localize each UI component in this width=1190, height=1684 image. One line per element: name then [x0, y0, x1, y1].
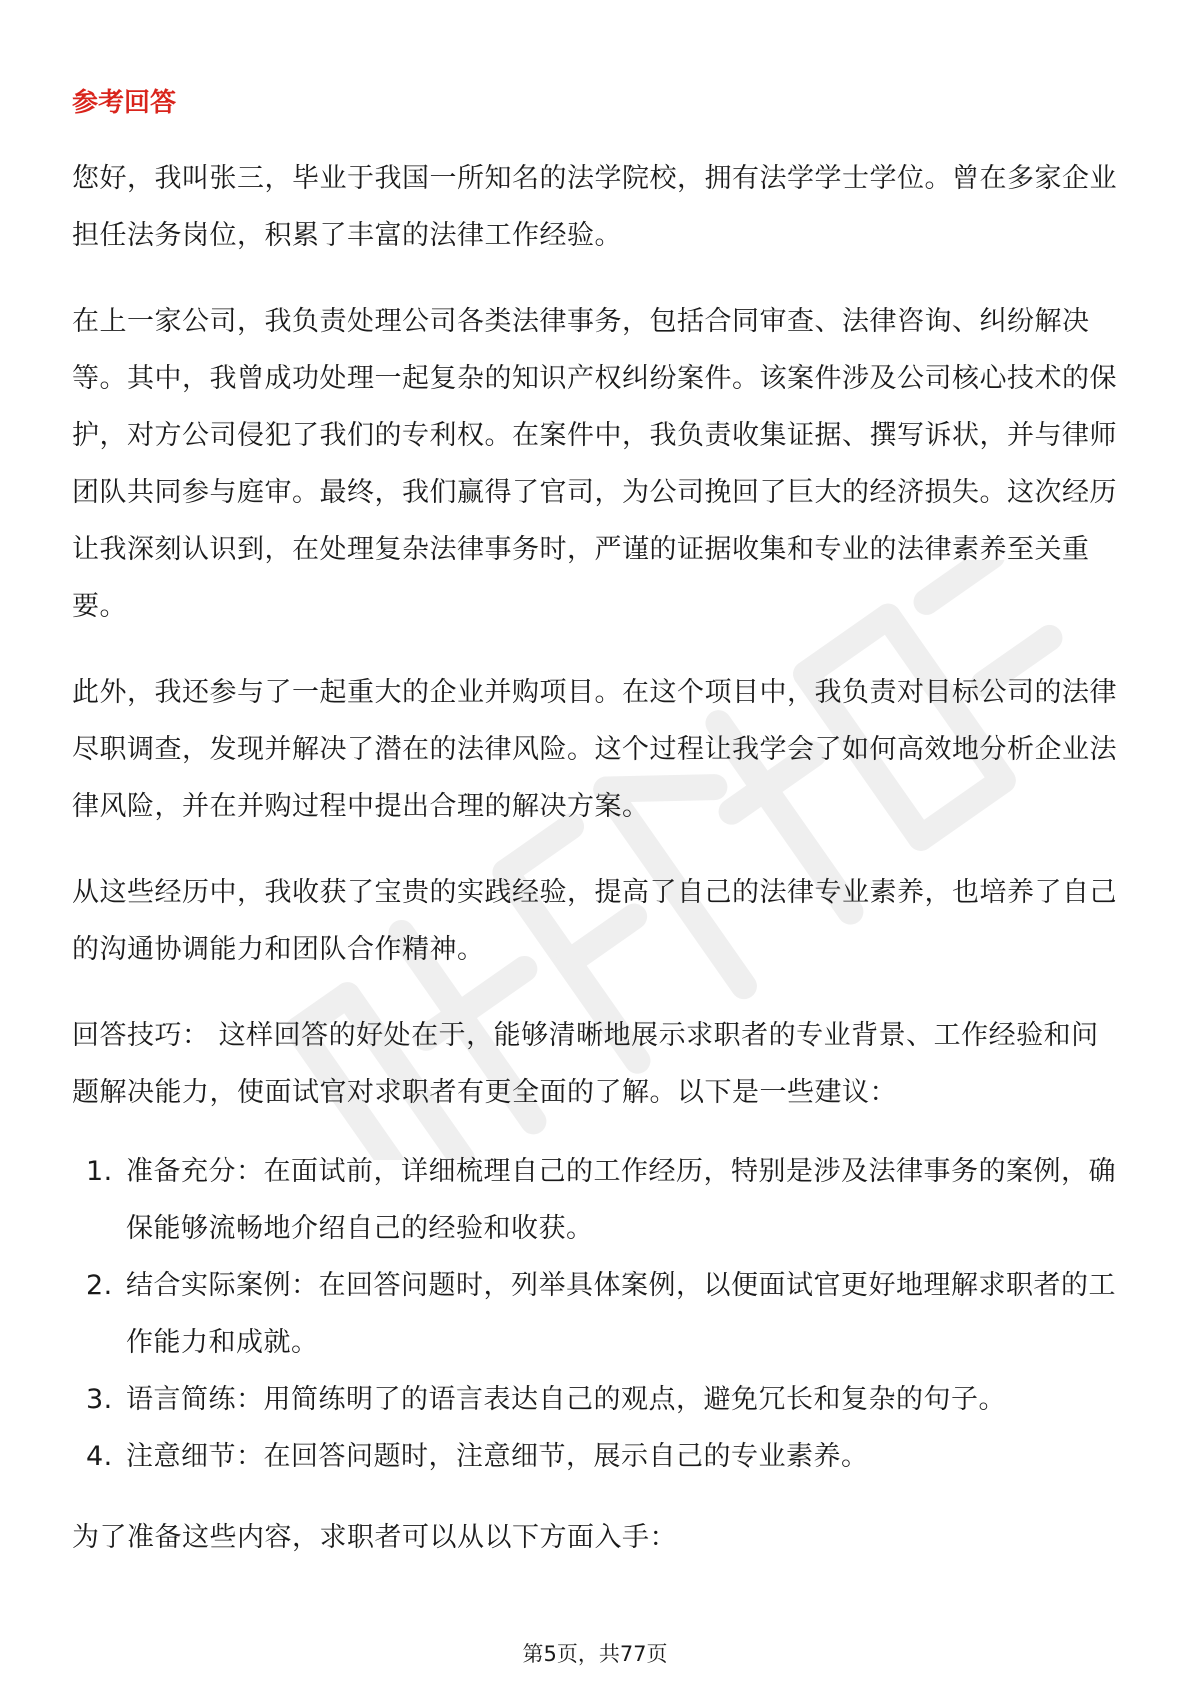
list-number: 3. [86, 1384, 113, 1415]
list-number: 4. [86, 1441, 113, 1472]
list-item [72, 1257, 1118, 1371]
list-item-text: 注意细节：在回答问题时，注意细节，展示自己的专业素养。 [126, 1441, 869, 1472]
paragraph-merger-project: 此外，我还参与了一起重大的企业并购项目。在这个项目中，我负责对目标公司的法律尽职调查，发现并解决了潜在的法律风险。这个过程让我学会了如何高效地分析企业法律风险，并在并购过程中提出合理的解决方案。 [72, 677, 1117, 822]
paragraph-gains: 从这些经历中，我收获了宝贵的实践经验，提高了自己的法律专业素养，也培养了自己的沟通协调能力和团队合作精神。 [72, 877, 1117, 965]
list-number: 2. [86, 1270, 113, 1301]
list-item [72, 1143, 1118, 1257]
document-body [72, 86, 1118, 1595]
paragraph-previous-company: 在上一家公司，我负责处理公司各类法律事务，包括合同审查、法律咨询、纠纷解决等。其中，我曾成功处理一起复杂的知识产权纠纷案件。该案件涉及公司核心技术的保护，对方公司侵犯了我们的专利权。在案件中，我负责收集证据、撰写诉状，并与律师团队共同参与庭审。最终，我们赢得了官司，为公司挽回了巨大的经济损失。这次经历让我深刻认识到，在处理复杂法律事务时，严谨的证据收集和专业的法律素养至关重要。 [72, 306, 1117, 622]
list-item-text: 语言简练：用简练明了的语言表达自己的观点，避免冗长和复杂的句子。 [126, 1384, 1006, 1415]
paragraph-intro: 您好，我叫张三，毕业于我国一所知名的法学院校，拥有法学学士学位。曾在多家企业担任法务岗位，积累了丰富的法律工作经验。 [72, 163, 1117, 251]
list-item [72, 1371, 1118, 1428]
list-item-text: 结合实际案例：在回答问题时，列举具体案例，以便面试官更好地理解求职者的工作能力和成就。 [126, 1270, 1116, 1358]
tips-intro: 回答技巧： 这样回答的好处在于，能够清晰地展示求职者的专业背景、工作经验和问题解决能力，使面试官对求职者有更全面的了解。以下是一些建议： [72, 1020, 1099, 1108]
section-heading: 参考回答 [72, 88, 177, 118]
page-number: 第5页，共77页 [522, 1642, 668, 1666]
tips-list [72, 1143, 1118, 1485]
closing-paragraph: 为了准备这些内容，求职者可以从以下方面入手： [72, 1522, 677, 1553]
list-item-text: 准备充分：在面试前，详细梳理自己的工作经历，特别是涉及法律事务的案例，确保能够流畅地介绍自己的经验和收获。 [126, 1156, 1116, 1244]
list-item [72, 1428, 1118, 1485]
list-number: 1. [86, 1156, 113, 1187]
